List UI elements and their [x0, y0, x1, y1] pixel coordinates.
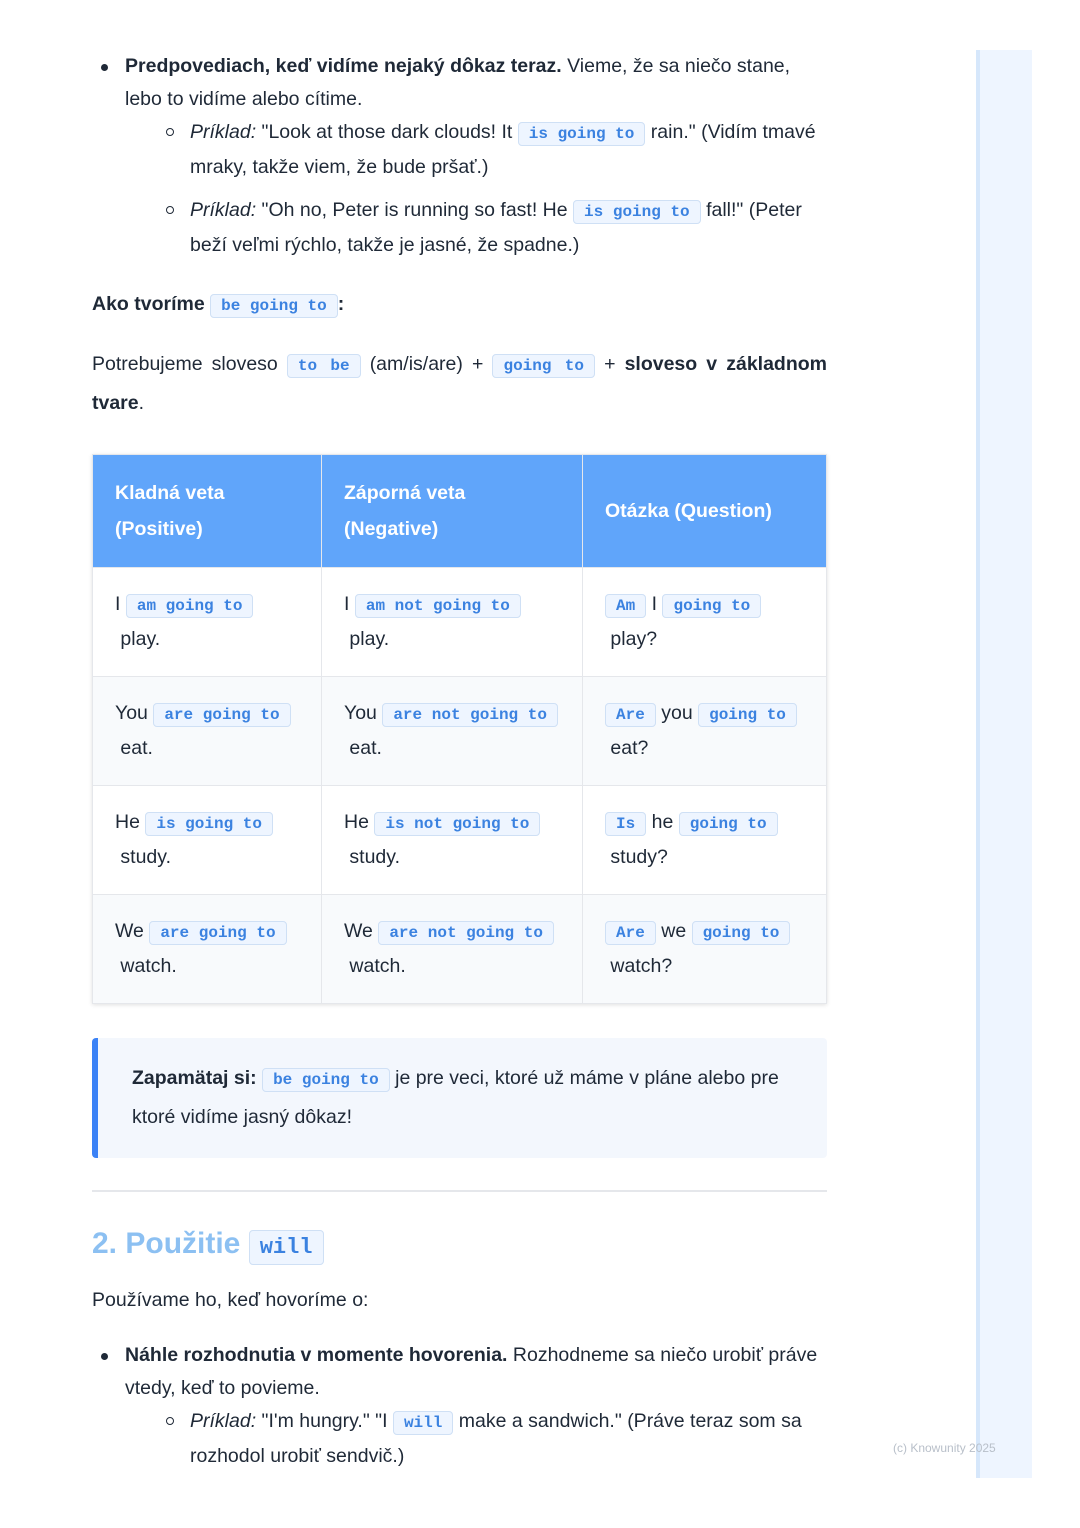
cell-question: [583, 895, 827, 1004]
cell-question: [583, 677, 827, 786]
subject: He: [115, 811, 146, 833]
code-chip: are going to: [153, 703, 290, 727]
verb: eat.: [115, 737, 153, 759]
example-label: Príklad:: [190, 199, 257, 221]
header-positive: Kladná veta (Positive): [93, 455, 322, 568]
code-chip: are going to: [149, 921, 286, 945]
code-chip: going to: [692, 921, 791, 945]
example-label: Príklad:: [190, 121, 257, 143]
verb: watch.: [115, 955, 177, 977]
subject: He: [344, 811, 375, 833]
remember-note: [92, 1038, 827, 1158]
verb: play.: [115, 628, 161, 650]
subject: I: [115, 593, 126, 615]
cell-positive: [93, 895, 322, 1004]
code-chip: be going to: [262, 1068, 390, 1092]
cell-positive: [93, 677, 322, 786]
formula-text: (am/is/are) +: [360, 353, 493, 375]
verb: eat.: [344, 737, 382, 759]
formula-text: +: [594, 353, 625, 375]
bullet-text: Rozhodneme sa niečo urobiť práve vtedy, keď to povieme.: [125, 1344, 818, 1399]
table-row: [93, 895, 827, 1004]
table-row: [93, 786, 827, 895]
verb: study?: [605, 846, 668, 868]
example-text: "Oh no, Peter is running so fast! He: [256, 199, 574, 221]
example-item: [125, 1405, 827, 1473]
subject: we: [655, 920, 692, 942]
list-item-decision: [92, 1339, 827, 1473]
header-question: Otázka (Question): [583, 455, 827, 568]
code-chip: going to: [679, 812, 778, 836]
bullet-bold-text: Predpovediach, keď vidíme nejaký dôkaz teraz.: [125, 55, 562, 77]
prediction-list: [92, 50, 827, 262]
section-heading: [92, 1222, 827, 1270]
colon: :: [337, 293, 345, 315]
code-chip: going to: [698, 703, 797, 727]
example-item: [125, 194, 827, 262]
right-sidebar: [976, 50, 1032, 1478]
bullet-bold-text: Náhle rozhodnutia v momente hovorenia.: [125, 1344, 508, 1366]
subject: I: [344, 593, 355, 615]
verb: play?: [605, 628, 658, 650]
divider: [92, 1190, 827, 1192]
cell-question: [583, 568, 827, 677]
will-list: [92, 1339, 827, 1473]
subject: You: [115, 702, 154, 724]
code-chip: am going to: [126, 594, 254, 618]
cell-negative: [322, 677, 583, 786]
example-text: rain." (Vidím tmavé mraky, takže viem, že bude pršať.): [190, 121, 816, 178]
table-row: [93, 677, 827, 786]
code-chip: going to: [492, 354, 595, 378]
cell-negative: [322, 786, 583, 895]
code-chip: will: [249, 1230, 324, 1265]
subject: We: [115, 920, 150, 942]
code-chip: to be: [287, 354, 361, 378]
note-label: Zapamätaj si:: [132, 1067, 257, 1089]
verb: eat?: [605, 737, 649, 759]
code-chip: Am: [605, 594, 646, 618]
table-header-row: [93, 455, 827, 568]
formula-text: .: [138, 392, 145, 414]
verb: watch.: [344, 955, 406, 977]
formula-text: Potrebujeme sloveso: [92, 353, 287, 375]
conjugation-table: [92, 454, 827, 1004]
subject: We: [344, 920, 379, 942]
formula-paragraph: [92, 346, 827, 422]
list-item-prediction: [92, 50, 827, 262]
example-text: "Look at those dark clouds! It: [256, 121, 518, 143]
verb: play.: [344, 628, 390, 650]
code-chip: is not going to: [374, 812, 540, 836]
code-chip: are not going to: [378, 921, 554, 945]
code-chip: am not going to: [355, 594, 521, 618]
subject: You: [344, 702, 383, 724]
subject: he: [646, 811, 679, 833]
table-row: [93, 568, 827, 677]
example-text: make a sandwich." (Práve teraz som sa rozhodol urobiť sendvič.): [190, 1410, 802, 1467]
formula-bold: sloveso v základnom tvare: [92, 353, 828, 414]
cell-positive: [93, 786, 322, 895]
example-item: [125, 116, 827, 184]
code-chip: Is: [605, 812, 646, 836]
code-chip: is going to: [145, 812, 273, 836]
verb: study.: [344, 846, 400, 868]
note-text: je pre veci, ktoré už máme v pláne alebo pre ktoré vidíme jasný dôkaz!: [132, 1067, 779, 1128]
howto-text: Ako tvoríme: [92, 293, 211, 315]
intro-text: Používame ho, keď hovoríme o:: [92, 1289, 369, 1311]
subject: I: [646, 593, 663, 615]
code-chip: is going to: [573, 200, 701, 224]
code-chip: going to: [662, 594, 761, 618]
document-content: [92, 50, 827, 1473]
code-chip: Are: [605, 703, 656, 727]
header-negative: Záporná veta (Negative): [322, 455, 583, 568]
code-chip: Are: [605, 921, 656, 945]
example-text: "I'm hungry." "I: [256, 1410, 393, 1432]
cell-positive: [93, 568, 322, 677]
howto-heading: [92, 288, 827, 323]
code-chip: be going to: [210, 294, 338, 318]
verb: watch?: [605, 955, 673, 977]
verb: study.: [115, 846, 171, 868]
heading-text: 2. Použitie: [92, 1227, 249, 1260]
code-chip: will: [393, 1411, 453, 1435]
bullet-text: Vieme, že sa niečo stane, lebo to vidíme alebo cítime.: [125, 55, 791, 110]
example-text: fall!" (Peter beží veľmi rýchlo, takže je jasné, že spadne.): [190, 199, 802, 256]
cell-question: [583, 786, 827, 895]
footer-copyright: (c) Knowunity 2025: [893, 1441, 996, 1455]
code-chip: is going to: [518, 122, 646, 146]
subject: you: [655, 702, 699, 724]
example-label: Príklad:: [190, 1410, 257, 1432]
cell-negative: [322, 568, 583, 677]
cell-negative: [322, 895, 583, 1004]
code-chip: are not going to: [382, 703, 558, 727]
